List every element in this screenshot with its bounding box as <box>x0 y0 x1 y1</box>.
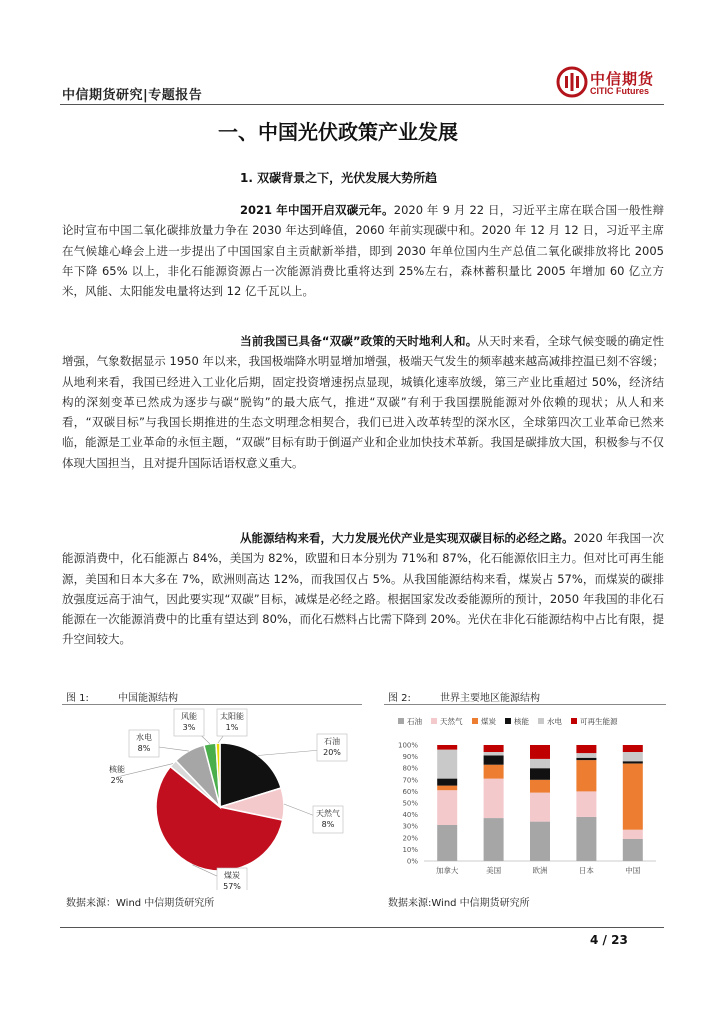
figure-1-caption <box>66 689 178 704</box>
legend-label: 石油 <box>407 717 422 726</box>
x-category-label: 美国 <box>486 866 502 875</box>
bar-segment <box>576 758 596 760</box>
y-tick-label: 100% <box>397 741 418 750</box>
paragraph-3 <box>62 528 664 650</box>
subsection-title: 1. 双碳背景之下，光伏发展大势所趋 <box>240 171 438 185</box>
paragraph-1-lead: 2021 年中国开启双碳元年。 <box>240 203 394 217</box>
pie-label-name: 核能 <box>109 765 125 774</box>
world-energy-bar-chart <box>384 705 666 890</box>
bar-segment <box>437 750 457 779</box>
china-energy-pie-chart <box>62 705 362 890</box>
figure-2-source: 数据来源:Wind 中信期货研究所 <box>388 898 530 909</box>
bar-segment <box>623 830 643 839</box>
y-tick-label: 80% <box>402 764 418 773</box>
bar-segment <box>530 768 550 780</box>
paragraph-2 <box>62 331 664 473</box>
legend-swatch <box>571 718 577 724</box>
bar-segment <box>623 761 643 763</box>
citic-logo <box>556 66 666 100</box>
figure-1-source: 数据来源：Wind 中信期货研究所 <box>66 898 215 909</box>
legend-label: 水电 <box>547 717 562 726</box>
legend-label: 天然气 <box>440 717 463 726</box>
bar-segment <box>484 779 504 818</box>
bar-segment <box>530 745 550 759</box>
x-category-label: 欧洲 <box>532 866 548 875</box>
pie-label-value: 8% <box>137 744 151 753</box>
bar-segment <box>437 790 457 825</box>
bar-segment <box>530 793 550 822</box>
y-tick-label: 30% <box>402 822 418 831</box>
pie-label-name: 石油 <box>324 737 340 746</box>
pie-label-name: 风能 <box>181 712 197 721</box>
bar-segment <box>437 786 457 791</box>
legend-swatch <box>431 718 437 724</box>
y-tick-label: 90% <box>402 753 418 762</box>
page-number: 4 / 23 <box>590 933 628 947</box>
bar-segment <box>530 822 550 861</box>
legend-swatch <box>398 718 404 724</box>
pie-label-name: 太阳能 <box>220 712 244 721</box>
figure-2-title: 世界主要地区能源结构 <box>440 693 540 704</box>
bar-segment <box>576 745 596 753</box>
bar-segment <box>530 759 550 768</box>
report-header-title: 中信期货研究|专题报告 <box>62 88 203 103</box>
bar-segment <box>484 752 504 756</box>
bar-segment <box>437 779 457 786</box>
bar-segment <box>437 745 457 750</box>
paragraph-2-body: 从天时来看，全球气候变暖的确定性增强，气象数据显示 1950 年以来，我国极端降水明显增加增强，极端天气发生的频率越来越高减排控温已刻不容缓；从地利来看，我国已经进入工业化后期，固定投资增速拐点显现，城镇化速率放缓，第三产业比重超过 50%，经济结构的深刻变革已然成为逐步与碳“脱钩”的最大底气，推进“双碳”有利于我国摆脱能源对外依赖的现状；从人和来看，“双碳目标”与我国长期推进的生态文明理念相契合，我们已进入改革转型的深水区，全球第四次工业革命已然来临，能源是工业革命的永恒主题，“双碳”目标有助于倒逼产业和企业加快技术革新。我国是碳排放大国，积极参与不仅体现大国担当，且对提升国际话语权意义重大。 <box>62 334 664 470</box>
paragraph-3-lead: 从能源结构来看，大力发展光伏产业是实现双碳目标的必经之路。 <box>240 531 574 545</box>
pie-label-value: 8% <box>321 820 335 829</box>
figure-2-number: 图 2: <box>388 693 411 704</box>
bar-segment <box>437 825 457 861</box>
paragraph-3-body: 2020 年我国一次能源消费中，化石能源占 84%，美国为 82%，欧盟和日本分别为 71%和 87%，化石能源依旧主力。但对比可再生能源，美国和日本大多在 7%，欧洲则高达 12%，而我国仅占 5%。从我国能源结构来看，煤炭占 57%，而煤炭的碳排放强度远高于油气，因此要实现“双碳”目标，减煤是必经之路。根据国家发改委能源所的预计，2050 年我国的非化石能源在一次能源消费中的比重有望达到 80%，而化石燃料占比需下降到 20%。光伏在非化石能源结构中占比有限，提升空间较大。 <box>62 531 665 647</box>
bar-segment <box>484 765 504 779</box>
pie-label-name: 煤炭 <box>224 871 240 880</box>
bar-segment <box>484 755 504 764</box>
legend-swatch <box>538 718 544 724</box>
logo-subtitle: CITIC Futures <box>590 86 650 96</box>
y-tick-label: 10% <box>402 845 418 854</box>
footer-divider <box>60 927 664 928</box>
x-category-label: 加拿大 <box>435 866 459 875</box>
figure-1-number: 图 1: <box>66 693 89 704</box>
pie-label-name: 水电 <box>136 733 152 742</box>
pie-label-value: 1% <box>225 723 239 732</box>
pie-label-value: 57% <box>223 882 241 890</box>
logo-name: 中信期货 <box>590 70 655 88</box>
bar-segment <box>576 817 596 861</box>
bar-segment <box>530 780 550 793</box>
x-category-label: 日本 <box>578 866 594 875</box>
figure-2-caption <box>388 689 540 704</box>
bar-segment <box>576 760 596 791</box>
x-category-label: 中国 <box>625 866 641 875</box>
header-divider <box>60 104 664 105</box>
y-tick-label: 0% <box>406 857 418 866</box>
paragraph-2-lead: 当前我国已具备“双碳”政策的天时地利人和。 <box>240 334 478 348</box>
figure-1-title: 中国能源结构 <box>118 693 178 704</box>
y-tick-label: 20% <box>402 834 418 843</box>
bar-segment <box>576 791 596 817</box>
pie-label-value: 2% <box>110 776 124 785</box>
y-tick-label: 40% <box>402 811 418 820</box>
bar-segment <box>484 818 504 861</box>
bar-segment <box>623 764 643 830</box>
legend-swatch <box>472 718 478 724</box>
citic-logo-icon <box>556 66 588 98</box>
bar-segment <box>623 839 643 861</box>
paragraph-1-body: 2020 年 9 月 22 日，习近平主席在联合国一般性辩论时宣布中国二氧化碳排放量力争在 2030 年达到峰值，2060 年前实现碳中和。2020 年 12 月 12 日，习近平主席在气候雄心峰会上进一步提出了中国国家自主贡献新举措，即到 2030 年单位国内生产总值二氧化碳排放将比 2005 年下降 65% 以上，非化石能源资源占一次能源消费比重将达到 25%左右，森林蓄积量比 2005 年增加 60 亿立方米，风能、太阳能发电量将达到 12 亿千瓦以上。 <box>62 203 664 299</box>
y-tick-label: 60% <box>402 787 418 796</box>
legend-label: 可再生能源 <box>580 717 618 726</box>
pie-label-value: 20% <box>323 748 341 757</box>
legend-label: 核能 <box>514 717 529 726</box>
pie-label-name: 天然气 <box>316 809 340 818</box>
bar-segment <box>623 745 643 752</box>
section-title: 一、中国光伏政策产业发展 <box>218 120 458 144</box>
bar-segment <box>623 752 643 761</box>
legend-label: 煤炭 <box>481 717 496 726</box>
y-tick-label: 50% <box>402 799 418 808</box>
paragraph-1 <box>62 200 664 301</box>
legend-swatch <box>505 718 511 724</box>
bar-segment <box>576 753 596 758</box>
y-tick-label: 70% <box>402 776 418 785</box>
pie-label-value: 3% <box>182 723 196 732</box>
bar-segment <box>484 745 504 752</box>
